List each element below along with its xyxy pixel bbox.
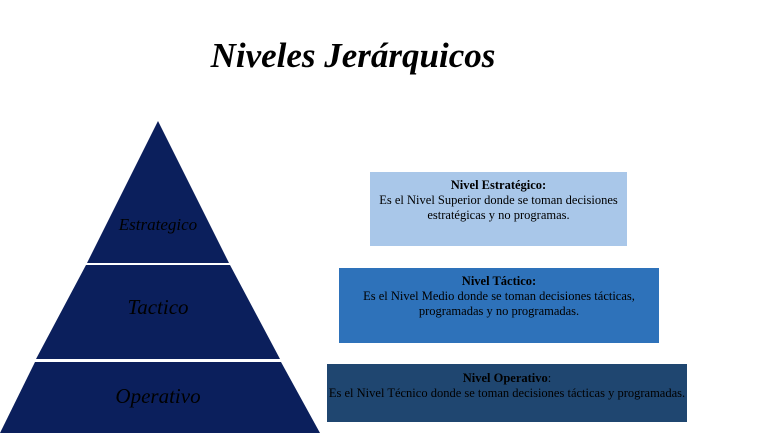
pyramid-tier-strategic xyxy=(87,121,229,263)
info-box-heading: Nivel Táctico: xyxy=(461,274,537,288)
pyramid-label-operative: Operativo xyxy=(115,384,201,408)
info-box-strategic xyxy=(370,172,627,246)
info-box-text: Es el Nivel Superior donde se toman decisiones estratégicas y no programas. xyxy=(379,193,618,222)
info-box-text: Es el Nivel Medio donde se toman decisiones tácticas, programadas y no programadas. xyxy=(363,289,635,318)
info-box-operative xyxy=(327,364,687,422)
pyramid-label-strategic: Estrategico xyxy=(118,215,198,234)
info-box-heading: Nivel Operativo xyxy=(462,371,548,385)
info-box-heading-wrap xyxy=(327,371,687,386)
info-box-text: Es el Nivel Técnico donde se toman decisiones tácticas y programadas. xyxy=(328,386,686,400)
info-box-heading-suffix: : xyxy=(547,371,552,385)
info-box-heading: Nivel Estratégico: xyxy=(450,178,547,192)
pyramid-label-tactical: Tactico xyxy=(127,295,189,319)
info-box-tactical xyxy=(339,268,659,343)
page-title: Niveles Jerárquicos xyxy=(210,36,496,75)
